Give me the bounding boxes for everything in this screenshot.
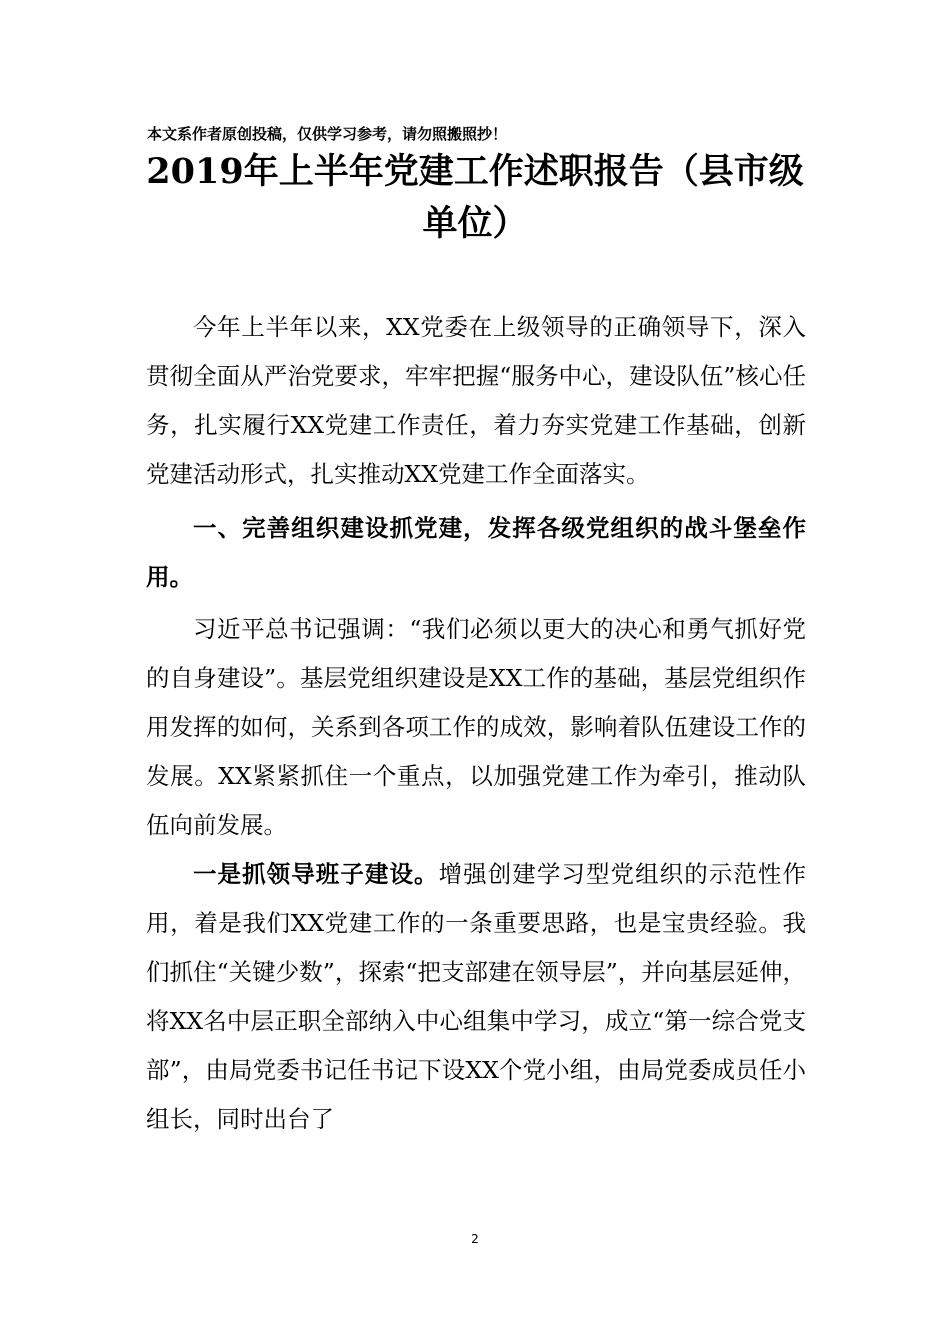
title-line-2: 单位）: [422, 203, 528, 244]
section-heading: 一、完善组织建设抓党建，发挥各级党组织的战斗堡垒作用。: [146, 514, 806, 591]
document-title: [140, 146, 810, 250]
title-line-1: 2019年上半年党建工作述职报告（县市级: [146, 151, 804, 192]
body-paragraph-leadership: [146, 850, 806, 1144]
paragraph-body-text: 增强创建学习型党组织的示范性作用，着是我们XX党建工作的一条重要思路，也是宝贵经验。我们抓住“关键少数”，探索“把支部建在领导层”，并向基层延伸，将XX名中层正职全部纳入中心组集中学习，成立“第一综合党支部”，由局党委书记任书记下设XX个党小组，由局党委成员任小组长，同时出台了: [146, 860, 806, 1133]
intro-paragraph: 今年上半年以来，XX党委在上级领导的正确领导下，深入贯彻全面从严治党要求，牢牢把握“服务中心，建设队伍”核心任务，扎实履行XX党建工作责任，着力夯实党建工作基础，创新党建活动形式，扎实推动XX党建工作全面落实。: [146, 313, 806, 488]
document-body: [146, 303, 806, 1144]
body-paragraph: 习近平总书记强调：“我们必须以更大的决心和勇气抓好党的自身建设”。基层党组织建设是XX工作的基础，基层党组织作用发挥的如何，关系到各项工作的成效，影响着队伍建设工作的发展。XX紧紧抓住一个重点，以加强党建工作为牵引，推动队伍向前发展。: [146, 615, 806, 839]
page-number: 2: [471, 1232, 479, 1246]
copyright-notice: 本文系作者原创投稿，仅供学习参考，请勿照搬照抄！: [147, 125, 508, 143]
paragraph-lead-phrase: 一是抓领导班子建设。: [193, 860, 439, 888]
